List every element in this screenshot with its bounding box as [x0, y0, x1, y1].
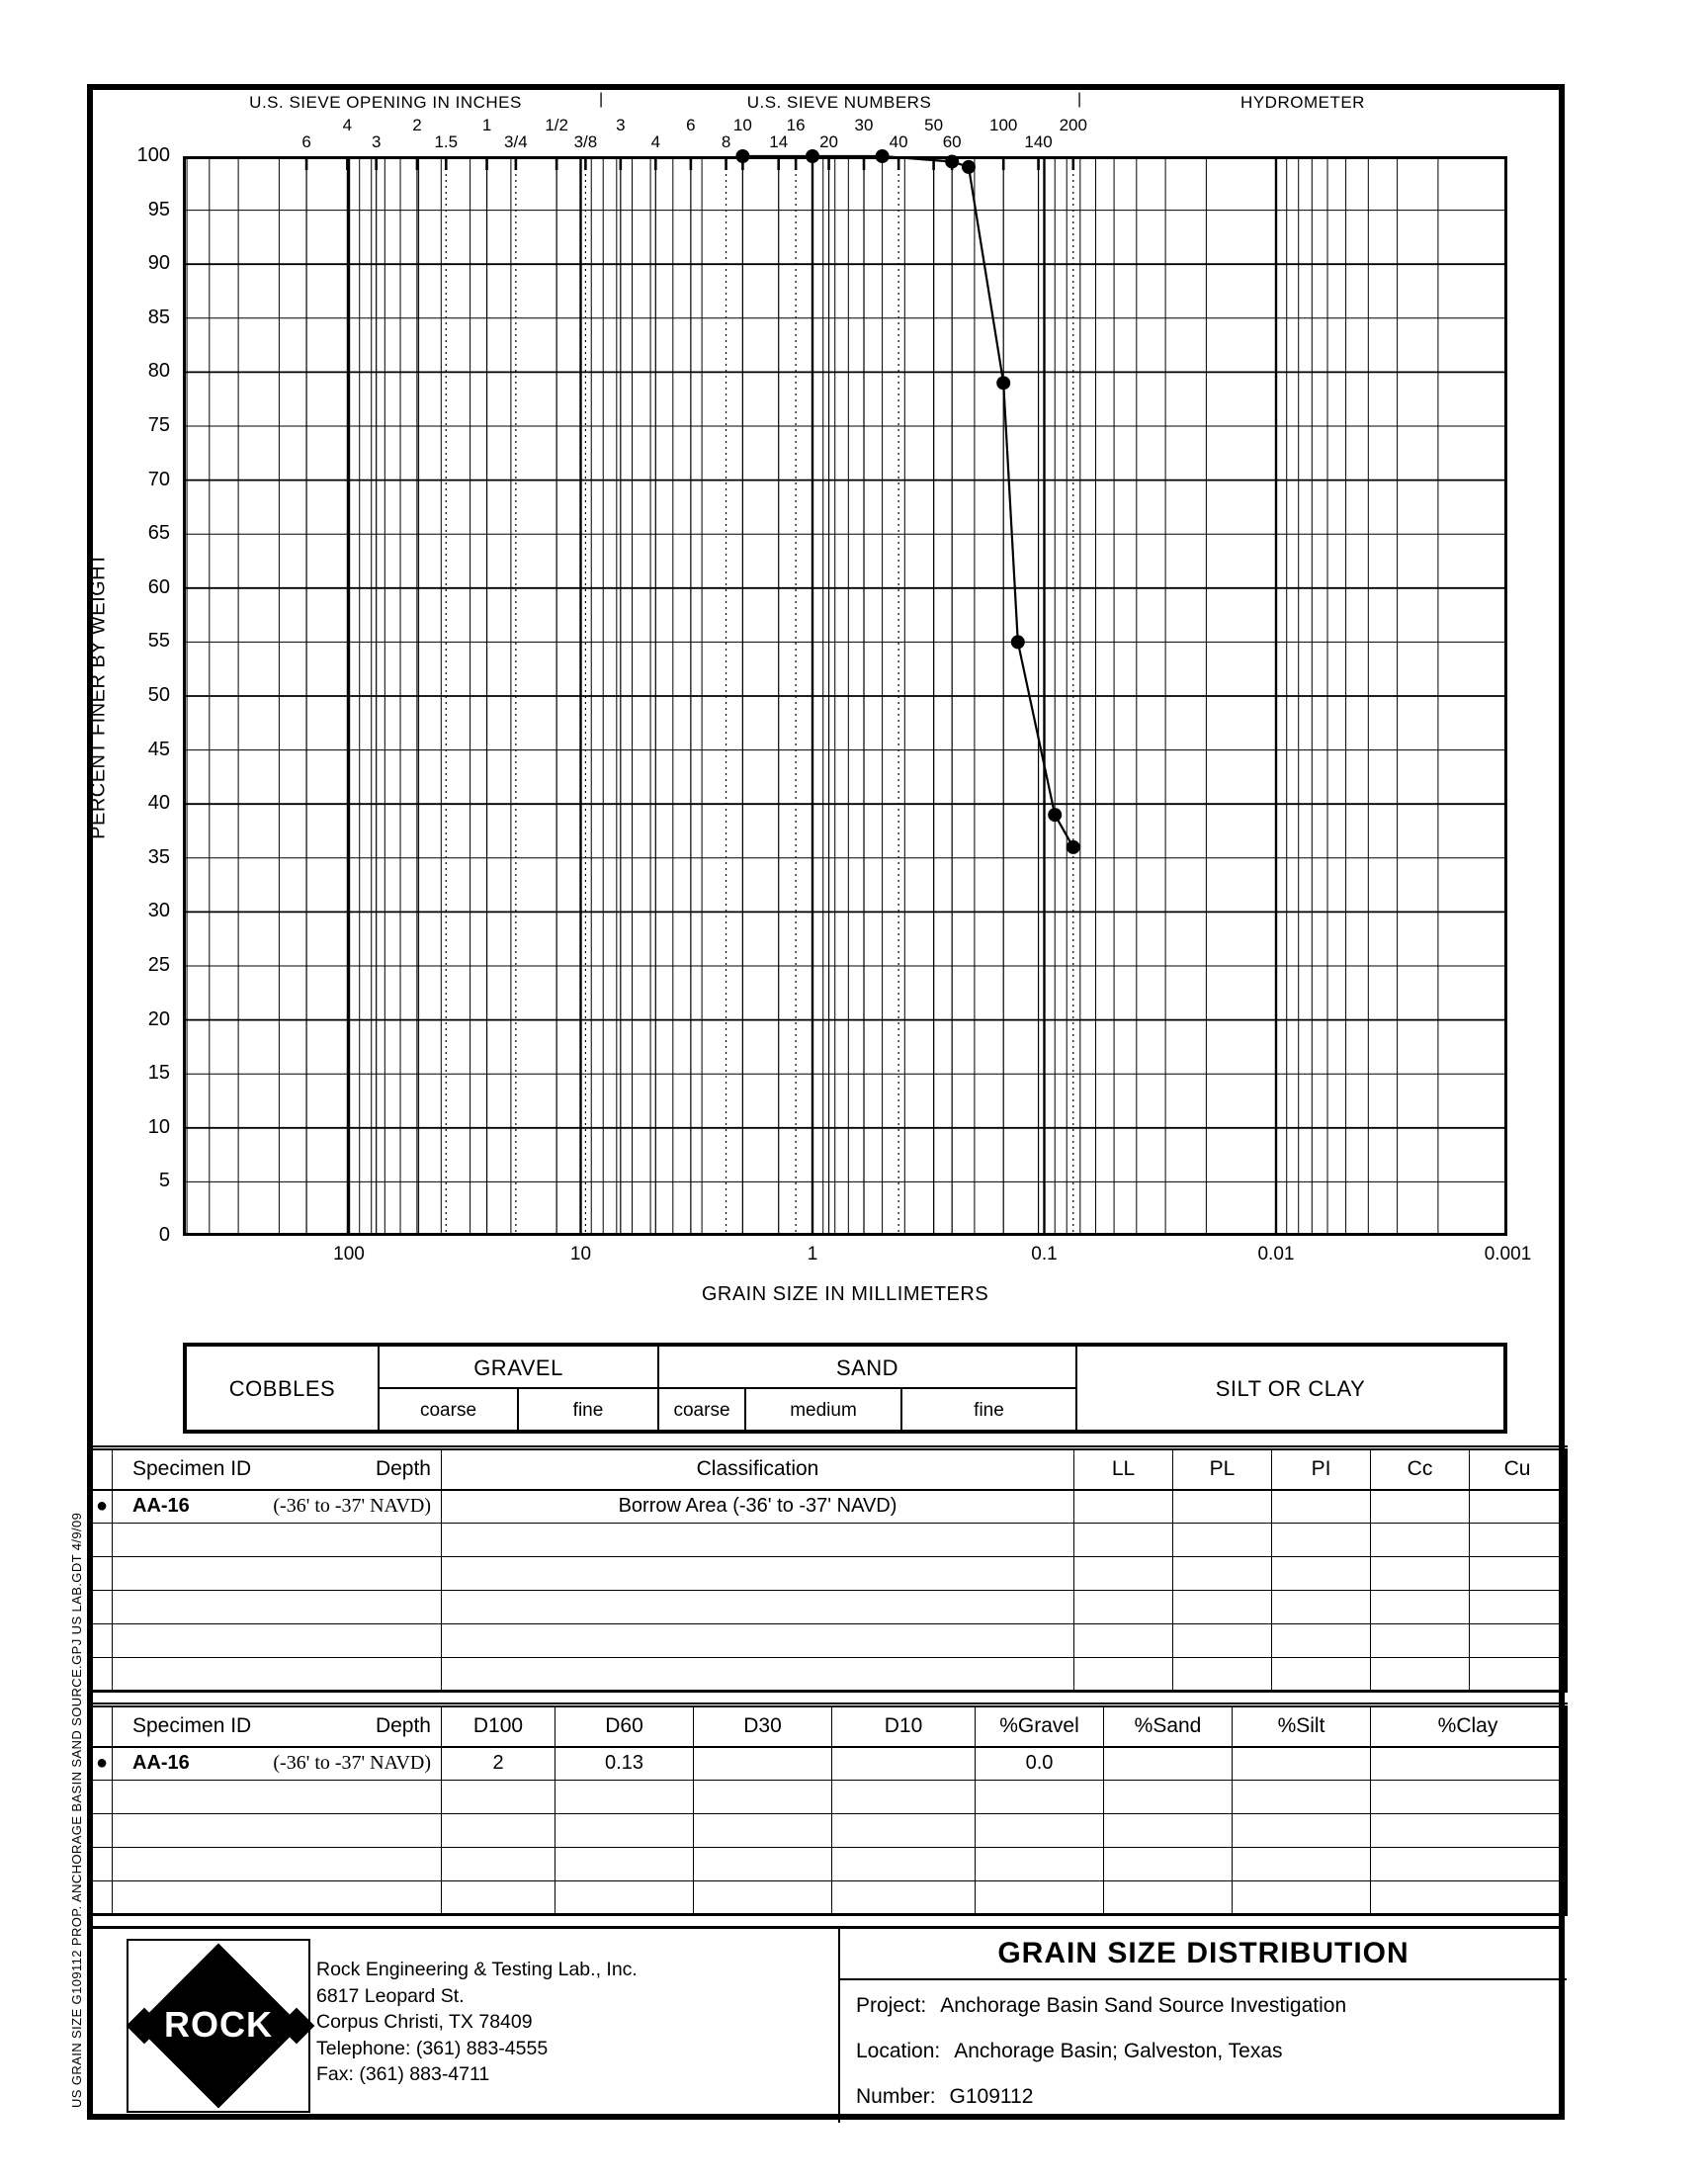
- logo-wordmark: ROCK: [164, 2004, 273, 2046]
- classification-header: Classification: [442, 1448, 1074, 1490]
- empty-cell: [442, 1624, 1074, 1658]
- empty-cell: [555, 1881, 694, 1915]
- empty-cell: [1371, 1524, 1470, 1557]
- silt-pct-header: %Silt: [1233, 1705, 1371, 1747]
- empty-cell: [694, 1781, 832, 1814]
- cu-value: [1470, 1490, 1567, 1524]
- project-line: [856, 1994, 1346, 2018]
- specimen-depth: (-36' to -37' NAVD): [273, 1752, 431, 1775]
- pi-header: PI: [1272, 1448, 1371, 1490]
- empty-cell: [1470, 1591, 1567, 1624]
- depth-header: Depth: [375, 1457, 431, 1481]
- empty-cell: [1074, 1524, 1173, 1557]
- empty-cell: [1470, 1524, 1567, 1557]
- margin-file-info: US GRAIN SIZE G109112 PROP. ANCHORAGE BASIN SAND SOURCE.GPJ US LAB.GDT 4/9/09: [69, 1512, 84, 2108]
- marker-column-header: [89, 1705, 113, 1747]
- band-gravel-fine: fine: [518, 1388, 658, 1431]
- silt-pct-value: [1233, 1747, 1371, 1781]
- y-tick-label: 20: [147, 1007, 170, 1030]
- sand-pct-header: %Sand: [1104, 1705, 1233, 1747]
- sieve-size-label: 4: [650, 132, 661, 151]
- y-tick-label: 90: [147, 252, 170, 275]
- depth-header: Depth: [375, 1714, 431, 1738]
- empty-cell: [1233, 1781, 1371, 1814]
- empty-cell: [1173, 1658, 1272, 1692]
- address-line1: 6817 Leopard St.: [316, 1984, 465, 2007]
- empty-cell: [113, 1557, 442, 1591]
- address-line2: Corpus Christi, TX 78409: [316, 2011, 533, 2033]
- report-info-panel: [838, 1929, 1565, 2123]
- specimen-depth-header: [113, 1705, 442, 1747]
- sand-pct-value: [1104, 1747, 1233, 1781]
- y-tick-label: 55: [147, 630, 170, 653]
- band-cobbles: COBBLES: [186, 1346, 379, 1431]
- sieve-size-label: 3: [616, 116, 626, 134]
- sieve-size-label: 1: [481, 116, 492, 134]
- band-sand-fine: fine: [901, 1388, 1076, 1431]
- empty-cell: [1233, 1881, 1371, 1915]
- empty-cell: [442, 1848, 555, 1881]
- axis-section-separator: |: [599, 91, 604, 108]
- report-title: GRAIN SIZE DISTRIBUTION: [997, 1937, 1409, 1969]
- project-label: Project:: [856, 1994, 927, 2017]
- d10-value: [832, 1747, 976, 1781]
- clay-pct-value: [1371, 1747, 1567, 1781]
- empty-cell: [555, 1781, 694, 1814]
- gradation-table: [87, 1703, 1568, 1916]
- y-tick-label: 80: [147, 360, 170, 383]
- sieve-size-label: 200: [1059, 116, 1087, 134]
- band-sand-coarse: coarse: [658, 1388, 745, 1431]
- d60-value: 0.13: [555, 1747, 694, 1781]
- sieve-size-label: 6: [301, 132, 311, 151]
- sieve-size-label: 10: [732, 116, 752, 134]
- gravel-pct-value: 0.0: [976, 1747, 1104, 1781]
- empty-table-row: [89, 1881, 1567, 1915]
- empty-cell: [442, 1658, 1074, 1692]
- axis-section-numbers: U.S. SIEVE NUMBERS: [746, 93, 932, 112]
- empty-cell: [1173, 1524, 1272, 1557]
- empty-cell: [1104, 1881, 1233, 1915]
- empty-table-row: [89, 1624, 1567, 1658]
- y-tick-label: 40: [147, 792, 170, 815]
- y-tick-label: 60: [147, 575, 170, 598]
- empty-cell: [1470, 1557, 1567, 1591]
- cc-value: [1371, 1490, 1470, 1524]
- empty-cell: [1173, 1557, 1272, 1591]
- band-gravel-coarse: coarse: [379, 1388, 518, 1431]
- empty-cell: [1371, 1624, 1470, 1658]
- empty-cell: [1371, 1557, 1470, 1591]
- y-tick-label: 50: [147, 684, 170, 706]
- empty-cell: [1470, 1658, 1567, 1692]
- empty-cell: [694, 1814, 832, 1848]
- sieve-size-label: 3/4: [504, 132, 528, 151]
- empty-cell: [113, 1848, 442, 1881]
- clay-pct-header: %Clay: [1371, 1705, 1567, 1747]
- empty-cell: [1173, 1591, 1272, 1624]
- band-sand: SAND: [658, 1346, 1076, 1388]
- empty-cell: [442, 1591, 1074, 1624]
- empty-cell: [1272, 1591, 1371, 1624]
- specimen-depth: (-36' to -37' NAVD): [273, 1495, 431, 1518]
- empty-cell: [113, 1624, 442, 1658]
- grain-size-chart: [183, 156, 1507, 1236]
- pi-value: [1272, 1490, 1371, 1524]
- y-tick-label: 100: [136, 144, 170, 166]
- empty-cell: [1371, 1848, 1567, 1881]
- empty-cell: [442, 1814, 555, 1848]
- empty-cell: [89, 1781, 113, 1814]
- empty-cell: [832, 1881, 976, 1915]
- d30-value: [694, 1747, 832, 1781]
- empty-table-row: [89, 1781, 1567, 1814]
- band-silt-or-clay: SILT OR CLAY: [1076, 1346, 1504, 1431]
- empty-table-row: [89, 1658, 1567, 1692]
- empty-cell: [1272, 1557, 1371, 1591]
- empty-cell: [1470, 1624, 1567, 1658]
- empty-cell: [89, 1848, 113, 1881]
- empty-cell: [1371, 1658, 1470, 1692]
- empty-table-row: [89, 1848, 1567, 1881]
- empty-cell: [832, 1814, 976, 1848]
- series-marker: ●: [89, 1747, 113, 1781]
- phone-line: Telephone: (361) 883-4555: [316, 2037, 549, 2059]
- title-block: [87, 1926, 1565, 2120]
- empty-cell: [1371, 1881, 1567, 1915]
- sieve-size-label: 1.5: [434, 132, 459, 151]
- d30-header: D30: [694, 1705, 832, 1747]
- soil-classification-band: [183, 1343, 1507, 1434]
- empty-cell: [1104, 1814, 1233, 1848]
- empty-cell: [1074, 1658, 1173, 1692]
- empty-cell: [1233, 1814, 1371, 1848]
- empty-cell: [1104, 1848, 1233, 1881]
- classification-value: Borrow Area (-36' to -37' NAVD): [442, 1490, 1074, 1524]
- specimen-depth-cell: [113, 1747, 442, 1781]
- sieve-size-label: 2: [412, 116, 422, 134]
- empty-cell: [89, 1557, 113, 1591]
- location-line: [856, 2040, 1283, 2063]
- y-tick-label: 15: [147, 1062, 170, 1085]
- fax-line: Fax: (361) 883-4711: [316, 2063, 490, 2085]
- specimen-depth-header: [113, 1448, 442, 1490]
- empty-cell: [976, 1814, 1104, 1848]
- y-tick-label: 65: [147, 522, 170, 545]
- axis-section-hydrometer: HYDROMETER: [1240, 93, 1365, 112]
- empty-cell: [89, 1658, 113, 1692]
- d10-header: D10: [832, 1705, 976, 1747]
- empty-cell: [113, 1591, 442, 1624]
- sieve-size-label: 14: [769, 132, 789, 151]
- classification-table: [87, 1445, 1568, 1693]
- sieve-size-label: 140: [1024, 132, 1053, 151]
- x-tick-label: 0.001: [1484, 1244, 1532, 1265]
- y-axis-title: PERCENT FINER BY WEIGHT: [87, 553, 110, 839]
- empty-cell: [694, 1881, 832, 1915]
- empty-cell: [89, 1591, 113, 1624]
- y-tick-label: 30: [147, 900, 170, 922]
- sieve-size-label: 4: [342, 116, 353, 134]
- number-label: Number:: [856, 2085, 936, 2108]
- sieve-size-label: 3/8: [573, 132, 598, 151]
- empty-cell: [113, 1658, 442, 1692]
- y-tick-label: 70: [147, 468, 170, 490]
- empty-cell: [113, 1524, 442, 1557]
- empty-cell: [1371, 1781, 1567, 1814]
- empty-cell: [1371, 1591, 1470, 1624]
- ll-header: LL: [1074, 1448, 1173, 1490]
- x-axis-title: GRAIN SIZE IN MILLIMETERS: [701, 1283, 989, 1305]
- empty-cell: [832, 1848, 976, 1881]
- specimen-id: AA-16: [132, 1495, 190, 1518]
- table-header-row: [89, 1448, 1567, 1490]
- y-tick-label: 95: [147, 198, 170, 220]
- d60-header: D60: [555, 1705, 694, 1747]
- empty-table-row: [89, 1557, 1567, 1591]
- specimen-id-header: Specimen ID: [132, 1457, 252, 1481]
- empty-cell: [89, 1814, 113, 1848]
- sieve-size-label: 6: [686, 116, 696, 134]
- band-gravel: GRAVEL: [379, 1346, 658, 1388]
- empty-cell: [976, 1781, 1104, 1814]
- empty-cell: [442, 1524, 1074, 1557]
- report-title-band: [840, 1929, 1567, 1980]
- band-sand-medium: medium: [745, 1388, 901, 1431]
- table-row: [89, 1490, 1567, 1524]
- empty-cell: [113, 1781, 442, 1814]
- company-name: Rock Engineering & Testing Lab., Inc.: [316, 1959, 638, 1980]
- sieve-size-label: 30: [854, 116, 874, 134]
- y-tick-label: 85: [147, 306, 170, 328]
- empty-cell: [1074, 1557, 1173, 1591]
- empty-cell: [832, 1781, 976, 1814]
- empty-cell: [976, 1848, 1104, 1881]
- y-tick-label: 5: [158, 1170, 170, 1192]
- sieve-size-label: 8: [721, 132, 731, 151]
- empty-cell: [1104, 1781, 1233, 1814]
- ll-value: [1074, 1490, 1173, 1524]
- gravel-pct-header: %Gravel: [976, 1705, 1104, 1747]
- sieve-size-label: 60: [942, 132, 962, 151]
- specimen-id: AA-16: [132, 1752, 190, 1775]
- empty-table-row: [89, 1591, 1567, 1624]
- sieve-size-label: 20: [819, 132, 839, 151]
- series-marker: ●: [89, 1490, 113, 1524]
- cu-header: Cu: [1470, 1448, 1567, 1490]
- number-line: [856, 2085, 1033, 2109]
- sieve-size-label: 100: [989, 116, 1018, 134]
- pl-header: PL: [1173, 1448, 1272, 1490]
- location-label: Location:: [856, 2040, 941, 2062]
- sieve-size-label: 50: [924, 116, 944, 134]
- table-header-row: [89, 1705, 1567, 1747]
- empty-table-row: [89, 1814, 1567, 1848]
- number-value: G109112: [949, 2085, 1034, 2108]
- specimen-depth-cell: [113, 1490, 442, 1524]
- empty-cell: [555, 1814, 694, 1848]
- empty-cell: [694, 1848, 832, 1881]
- empty-cell: [1272, 1658, 1371, 1692]
- empty-cell: [1074, 1591, 1173, 1624]
- empty-cell: [442, 1781, 555, 1814]
- empty-cell: [1074, 1624, 1173, 1658]
- x-tick-label: 0.01: [1257, 1244, 1295, 1265]
- empty-cell: [89, 1524, 113, 1557]
- axis-section-separator: |: [1077, 91, 1082, 108]
- axis-section-inches: U.S. SIEVE OPENING IN INCHES: [249, 93, 522, 112]
- empty-cell: [89, 1624, 113, 1658]
- y-tick-label: 75: [147, 414, 170, 436]
- y-tick-label: 25: [147, 954, 170, 976]
- x-tick-label: 10: [569, 1244, 592, 1265]
- y-tick-label: 45: [147, 738, 170, 760]
- empty-cell: [442, 1557, 1074, 1591]
- d100-value: 2: [442, 1747, 555, 1781]
- y-tick-label: 10: [147, 1115, 170, 1138]
- empty-cell: [555, 1848, 694, 1881]
- location-value: Anchorage Basin; Galveston, Texas: [954, 2040, 1283, 2062]
- empty-cell: [1371, 1814, 1567, 1848]
- empty-cell: [89, 1881, 113, 1915]
- empty-cell: [976, 1881, 1104, 1915]
- x-tick-label: 100: [333, 1244, 365, 1265]
- company-logo: [127, 1939, 310, 2113]
- pl-value: [1173, 1490, 1272, 1524]
- empty-cell: [113, 1881, 442, 1915]
- sieve-size-label: 1/2: [545, 116, 568, 134]
- empty-cell: [1272, 1624, 1371, 1658]
- marker-column-header: [89, 1448, 113, 1490]
- y-tick-label: 35: [147, 845, 170, 868]
- table-row: [89, 1747, 1567, 1781]
- empty-cell: [442, 1881, 555, 1915]
- sieve-size-label: 16: [786, 116, 806, 134]
- specimen-id-header: Specimen ID: [132, 1714, 252, 1738]
- empty-table-row: [89, 1524, 1567, 1557]
- project-value: Anchorage Basin Sand Source Investigation: [940, 1994, 1347, 2017]
- company-address: [316, 1957, 638, 2088]
- sieve-size-label: 3: [371, 132, 382, 151]
- empty-cell: [1233, 1848, 1371, 1881]
- y-tick-label: 0: [158, 1224, 170, 1246]
- x-tick-label: 0.1: [1031, 1244, 1058, 1265]
- d100-header: D100: [442, 1705, 555, 1747]
- x-tick-label: 1: [807, 1244, 818, 1265]
- empty-cell: [1173, 1624, 1272, 1658]
- empty-cell: [113, 1814, 442, 1848]
- cc-header: Cc: [1371, 1448, 1470, 1490]
- sieve-size-label: 40: [889, 132, 908, 151]
- empty-cell: [1272, 1524, 1371, 1557]
